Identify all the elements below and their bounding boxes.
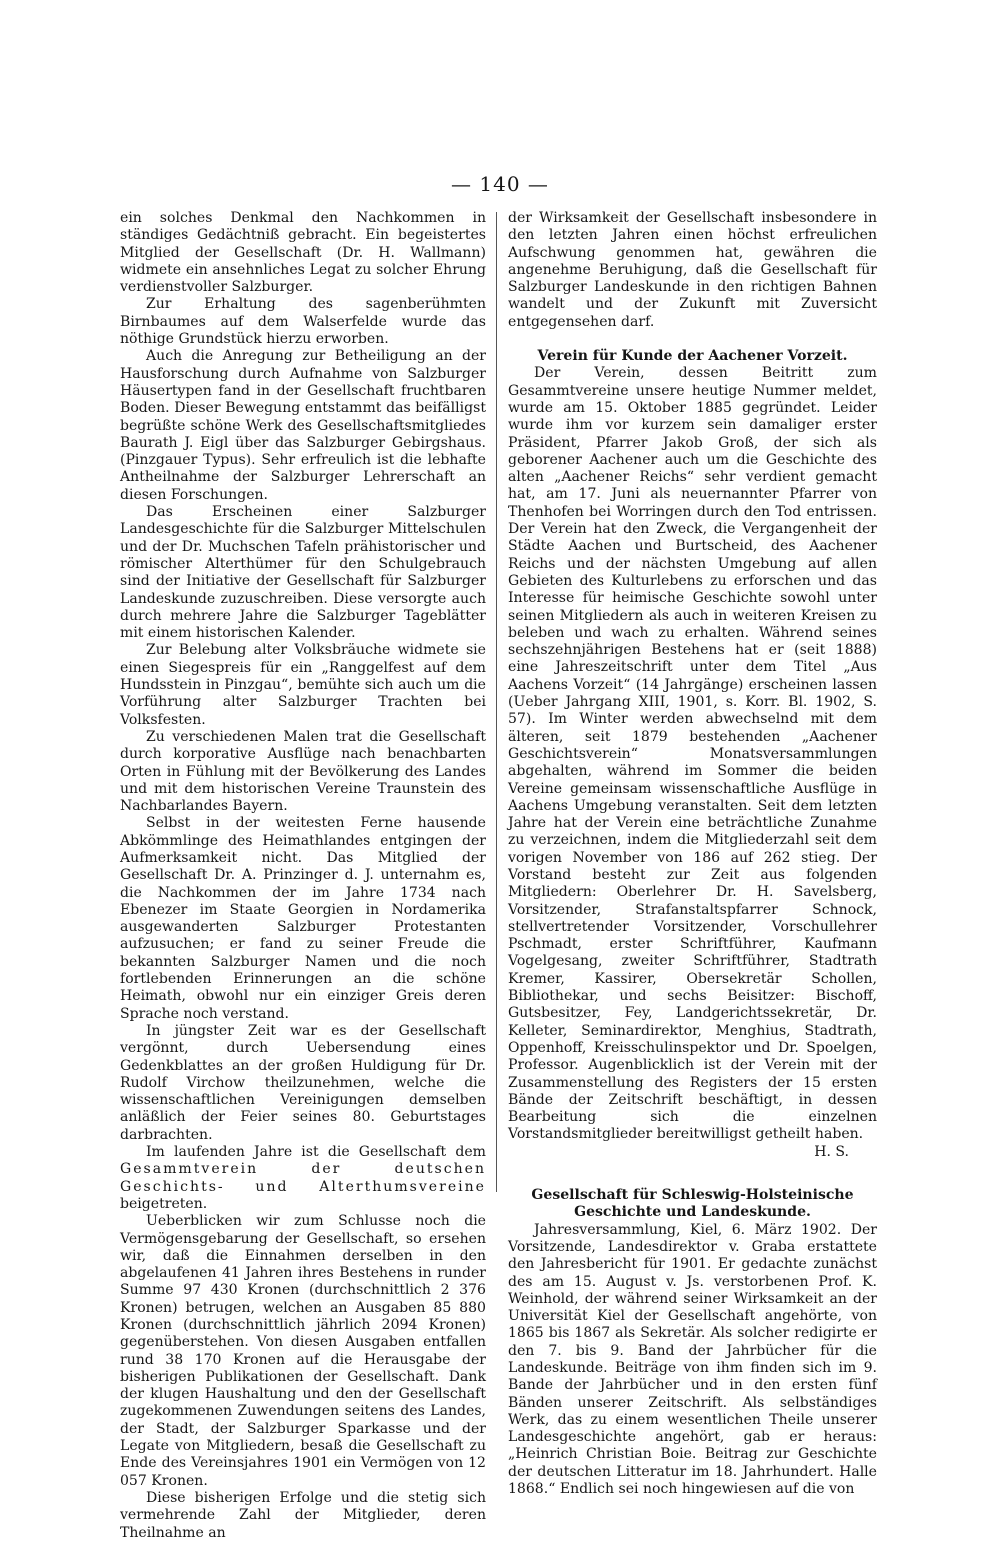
paragraph: Diese bisherigen Erfolge und die stetig sich vermehrende Zahl der Mitglieder, deren Theilnahme an — [120, 1489, 486, 1541]
paragraph-text: beigetreten. — [120, 1195, 208, 1212]
paragraph: Selbst in der weitesten Ferne hausende Abkömmlinge des Heimathlandes entgingen der Aufmerksamkeit nicht. Das Mitglied der Gesellschaft Dr. A. Prinzinger d. J. unternahm es, die Nachkommen der im Jahre 1734 nach Ebenezer im Staate Georgien in Nordamerika ausgewanderten Salzburger Protestanten aufzusuchen; er fand zu seiner Freude die bekannten Salzburger Namen und die noch fortlebenden Erinnerungen an die schöne Heimath, obwohl nur ein einziger Greis deren Sprache noch verstand. — [120, 815, 486, 1022]
paragraph: Ueberblicken wir zum Schlusse noch die Vermögensgebarung der Gesellschaft, so ersehen wir, daß die Einnahmen derselben in den abgelaufenen 41 Jahren ihres Bestehens in runder Summe 97 430 Kronen (durchschnittlich 2 376 Kronen) betrugen, welchen an Ausgaben 85 880 Kronen (durchschnittlich jährlich 2094 Kronen) gegenüberstehen. Von diesen Ausgaben entfallen rund 38 170 Kronen auf die Herausgabe der bisherigen Publikationen der Gesellschaft. Dank der klugen Haushaltung und den der Gesellschaft zugekommenen Zuwendungen seitens des Landes, der Stadt, der Salzburger Sparkasse und der Legate von Mitgliedern, besaß die Gesellschaft zu Ende des Vereinsjahres 1901 ein Vermögen von 12 057 Kronen. — [120, 1213, 486, 1489]
spaced-name: Gesammtverein der deutschen Geschichts- und Alterthumsvereine — [120, 1161, 486, 1195]
signature: H. S. — [814, 1143, 849, 1160]
spacer — [508, 331, 877, 348]
paragraph: Zu verschiedenen Malen trat die Gesellschaft durch korporative Ausflüge nach benachbarten Orten in Fühlung mit der Bevölkerung des Landes und mit dem historischen Vereine Traunstein des Nachbarlandes Bayern. — [120, 728, 486, 815]
paragraph: Das Erscheinen einer Salzburger Landesgeschichte für die Salzburger Mittelschulen und der Dr. Muchschen Tafeln prähistorischer und römischer Alterthümer für den Schulgebrauch sind der Initiative der Gesellschaft für Salzburger Landeskunde zuzuschreiben. Diese versorgte auch durch mehrere Jahre die Salzburger Tageblätter mit einem historischen Kalender. — [120, 504, 486, 642]
paragraph: In jüngster Zeit war es der Gesellschaft vergönnt, durch Uebersendung eines Gedenkblattes an der großen Huldigung für Dr. Rudolf Virchow theilzunehmen, welche die wissenschaftlichen Vereinigungen demselben anläßlich der Feier seines 80. Geburtstages darbrachten. — [120, 1022, 486, 1143]
paragraph: der Wirksamkeit der Gesellschaft insbesondere in den letzten Jahren einen höchst erfreulichen Aufschwung genommen hat, gewähren die angenehme Beruhigung, daß die Gesellschaft für Salzburger Landeskunde in den richtigen Bahnen wandelt und der Zukunft mit Zuversicht entgegensehen darf. — [508, 210, 877, 330]
section-heading: Verein für Kunde der Aachener Vorzeit. — [537, 348, 848, 365]
left-column — [120, 210, 486, 1542]
paragraph: Auch die Anregung zur Betheiligung an der Hausforschung durch Aufnahme von Salzburger Häusertypen fand in der Gesellschaft fruchtbaren Boden. Dieser Bewegung entstammt das beifälligst begrüßte schöne Werk des Gesellschaftsmitgliedes Baurath J. Eigl über das Salzburger Gebirgshaus. (Pinzgauer Typus). Sehr erfreulich ist die lebhafte Antheilnahme der Salzburger Lehrerschaft an diesen Forschungen. — [120, 348, 486, 503]
paragraph: Jahresversammlung, Kiel, 6. März 1902. Der Vorsitzende, Landesdirektor v. Graba erstattete den Jahresbericht für 1901. Er gedachte zunächst des am 15. August v. Js. verstorbenen Prof. K. Weinhold, der während seiner Wirksamkeit an der Universität Kiel der Gesellschaft angehörte, von 1865 bis 1867 als Sekretär. Als solcher redigirte er den 7. bis 9. Band der Jahrbücher für die Landeskunde. Beiträge von ihm finden sich im 9. Bande der Jahrbücher und in den ersten fünf Bänden unserer Zeitschrift. Als selbständiges Werk, das zu einem wesentlichen Theile unserer Landesgeschichte angehört, gab er heraus: „Heinrich Christian Boie. Beitrag zur Geschichte der deutschen Litteratur im 18. Jahrhundert. Halle 1868.“ Endlich sei noch hingewiesen auf die von — [508, 1221, 877, 1498]
paragraph: Der Verein, dessen Beitritt zum Gesammtvereine unsere heutige Nummer meldet, wurde am 15. Oktober 1885 gegründet. Leider wurde ihm vor kurzem sein damaliger erster Präsident, Pfarrer Jakob Groß, der sich als geborener Aachener auch um die Geschichte des alten „Aachener Reichs“ sehr verdient gemacht hat, am 17. Juni als neuernannter Pfarrer von Thenhofen bei Worringen durch den Tod entrissen. Der Verein hat den Zweck, die Vergangenheit der Städte Aachen und Burtscheid, des Aachener Reichs und der nächsten Umgebung auf allen Gebieten des Kulturlebens zu erforschen und das Interesse für heimische Geschichte sowohl unter seinen Mitgliedern als auch in weiteren Kreisen zu beleben und wach zu erhalten. Während seines sechszehnjährigen Bestehens hat er (seit 1888) eine Jahreszeitschrift unter dem Titel „Aus Aachens Vorzeit“ (14 Jahrgänge) erscheinen lassen (Ueber Jahrgang XIII, 1901, s. Korr. Bl. 1902, S. 57). Im Winter werden abwechselnd mit dem älteren, seit 1879 bestehenden „Aachener Geschichtsverein“ Monatsversammlungen abgehalten, während im Sommer die beiden Vereine gemeinsam wissenschaftliche Ausflüge in Aachens Umgebung veranstalten. Seit dem letzten Jahre hat der Verein eine beträchtliche Zunahme zu verzeichnen, indem die Mitgliederzahl seit dem vorigen November von 186 auf 262 stieg. Der Vorstand besteht zur Zeit aus folgenden Mitgliedern: Oberlehrer Dr. H. Savelsberg, Vorsitzender, Strafanstaltspfarrer Schnock, stellvertretender Vorsitzender, Vorschullehrer Pschmadt, erster Schriftführer, Kaufmann Vogelgesang, zweiter Schriftführer, Stadtrath Kremer, Kassirer, Obersekretär Schollen, Bibliothekar, und sechs Beisitzer: Bischoff, Gutsbesitzer, Fey, Landgerichtssekretär, Dr. Kelleter, Seminardirektor, Menghius, Stadtrath, Oppenhoff, Kreisschulinspektor und Dr. Spoelgen, Professor. Augenblicklich ist der Verein mit der Zusammenstellung des Registers der 15 ersten Bände der Zeitschrift beschäftigt, in dessen Bearbeitung sich die einzelnen Vorstandsmitglieder bereitwilligst getheilt haben. — [508, 365, 877, 1143]
paragraph: Zur Erhaltung des sagenberühmten Birnbaumes auf dem Walserfelde wurde das nöthige Grundstück hierzu erworben. — [120, 296, 486, 348]
right-column — [508, 210, 877, 1498]
column-divider — [496, 212, 497, 1192]
paragraph: Zur Belebung alter Volksbräuche widmete sie einen Siegespreis für ein „Ranggelfest auf dem Hundsstein in Pinzgau“, bemühte sich auch um die Vorführung alter Salzburger Trachten bei Volksfesten. — [120, 642, 486, 728]
paragraph — [120, 1144, 486, 1213]
paragraph-text: Im laufenden Jahre ist die Gesellschaft dem — [146, 1144, 486, 1161]
paragraph: ein solches Denkmal den Nachkommen in ständiges Gedächtniß gebracht. Ein begeistertes Mitglied der Gesellschaft (Dr. H. Wallmann) widmete ein ansehnliches Legat zu solcher Ehrung verdienstvoller Salzburger. — [120, 210, 486, 296]
section-heading: Gesellschaft für Schleswig-Holsteinische Geschichte und Landeskunde. — [531, 1187, 854, 1221]
page-number: — 140 — — [451, 172, 549, 196]
spacer — [508, 1161, 877, 1187]
